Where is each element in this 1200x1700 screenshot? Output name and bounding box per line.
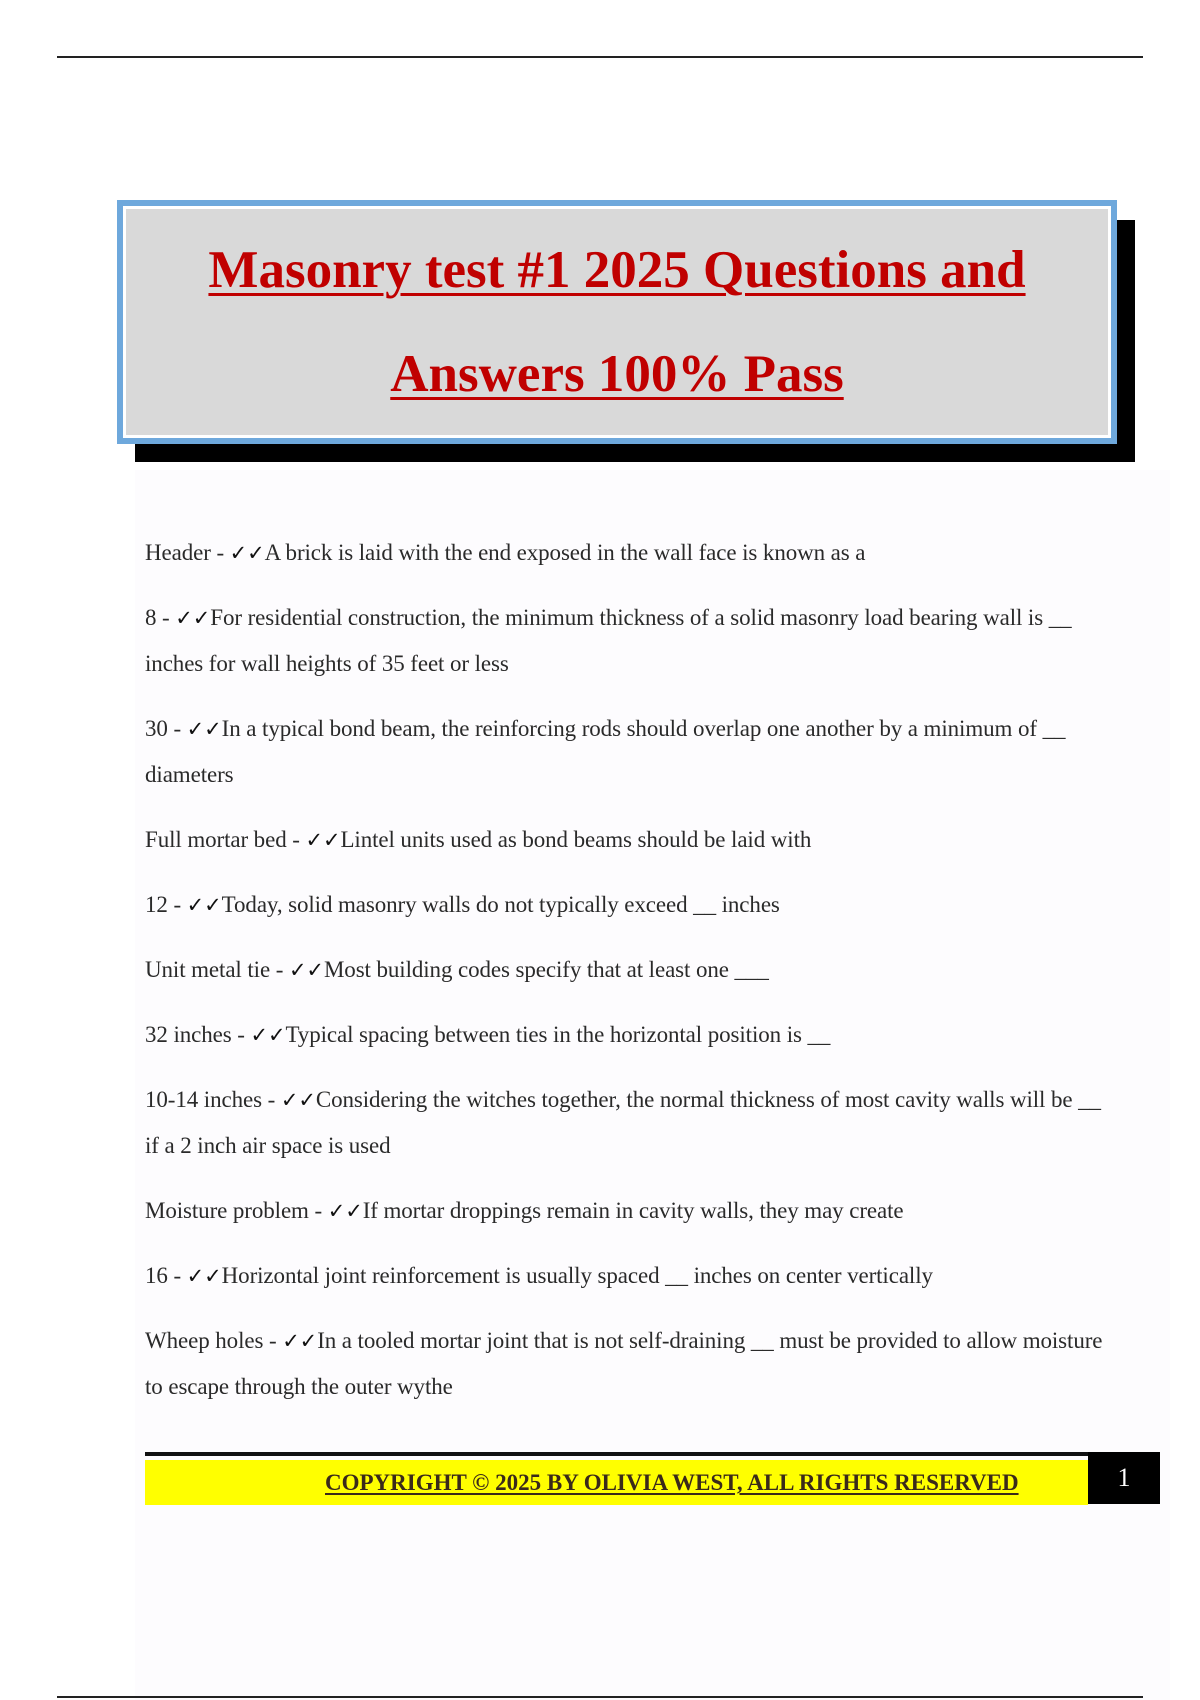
title-box [117, 200, 1117, 444]
double-check-icon: ✓✓ [250, 1023, 286, 1047]
qa-item: 10-14 inches - ✓✓Considering the witches together, the normal thickness of most cavity walls will be __ if a 2 inch air space is used [145, 1087, 1101, 1158]
title-line-2: Answers 100% Pass [390, 345, 844, 403]
qa-question: In a typical bond beam, the reinforcing rods should overlap one another by a minimum of __ diameters [145, 716, 1066, 787]
double-check-icon: ✓✓ [280, 1088, 316, 1112]
qa-question: Horizontal joint reinforcement is usually spaced __ inches on center vertically [221, 1263, 933, 1288]
qa-answer: Unit metal tie [145, 957, 271, 982]
qa-answer: Header [145, 540, 211, 565]
qa-list [145, 530, 1105, 1429]
qa-answer: Full mortar bed [145, 827, 287, 852]
qa-question: A brick is laid with the end exposed in the wall face is known as a [264, 540, 866, 565]
qa-question: Today, solid masonry walls do not typically exceed __ inches [221, 892, 780, 917]
double-check-icon: ✓✓ [175, 606, 211, 630]
qa-answer: 10-14 inches [145, 1087, 262, 1112]
qa-answer: 8 [145, 605, 157, 630]
qa-answer: 16 [145, 1263, 168, 1288]
qa-answer: 30 [145, 716, 168, 741]
copyright-notice: COPYRIGHT © 2025 BY OLIVIA WEST, ALL RIGHTS RESERVED [325, 1470, 1019, 1495]
title-panel [125, 208, 1109, 436]
qa-item: 30 - ✓✓In a typical bond beam, the reinforcing rods should overlap one another by a minimum of __ diameters [145, 716, 1066, 787]
qa-item: 8 - ✓✓For residential construction, the minimum thickness of a solid masonry load bearing wall is __ inches for wall heights of 35 feet or less [145, 605, 1072, 676]
qa-answer: 32 inches [145, 1022, 232, 1047]
qa-question: Typical spacing between ties in the horizontal position is __ [285, 1022, 831, 1047]
qa-item: Moisture problem - ✓✓If mortar droppings remain in cavity walls, they may create [145, 1198, 904, 1223]
qa-answer: 12 [145, 892, 168, 917]
qa-item: Wheep holes - ✓✓In a tooled mortar joint that is not self-draining __ must be provided to allow moisture to escape through the outer wythe [145, 1328, 1103, 1399]
qa-answer: Wheep holes [145, 1328, 264, 1353]
double-check-icon: ✓✓ [288, 958, 324, 982]
double-check-icon: ✓✓ [186, 1264, 222, 1288]
qa-item: Full mortar bed - ✓✓Lintel units used as bond beams should be laid with [145, 827, 812, 852]
qa-item: 12 - ✓✓Today, solid masonry walls do not typically exceed __ inches [145, 892, 780, 917]
bottom-rule [57, 1696, 1143, 1698]
double-check-icon: ✓✓ [229, 541, 265, 565]
qa-item: 32 inches - ✓✓Typical spacing between ties in the horizontal position is __ [145, 1022, 831, 1047]
top-rule [57, 56, 1143, 58]
double-check-icon: ✓✓ [305, 828, 341, 852]
qa-item: 16 - ✓✓Horizontal joint reinforcement is usually spaced __ inches on center vertically [145, 1263, 933, 1288]
footer-rule [145, 1452, 1088, 1456]
page-number: 1 [1088, 1452, 1160, 1504]
double-check-icon: ✓✓ [327, 1199, 363, 1223]
qa-question: If mortar droppings remain in cavity walls, they may create [362, 1198, 904, 1223]
double-check-icon: ✓✓ [186, 717, 222, 741]
qa-answer: Moisture problem [145, 1198, 309, 1223]
double-check-icon: ✓✓ [282, 1329, 318, 1353]
qa-question: Lintel units used as bond beams should be laid with [340, 827, 812, 852]
qa-question: Considering the witches together, the normal thickness of most cavity walls will be __ if a 2 inch air space is used [145, 1087, 1101, 1158]
qa-question: In a tooled mortar joint that is not self-draining __ must be provided to allow moisture to escape through the outer wythe [145, 1328, 1103, 1399]
title-line-1: Masonry test #1 2025 Questions and [208, 241, 1026, 299]
qa-item: Unit metal tie - ✓✓Most building codes specify that at least one ___ [145, 957, 769, 982]
qa-item: Header - ✓✓A brick is laid with the end exposed in the wall face is known as a [145, 540, 866, 565]
qa-question: Most building codes specify that at least one ___ [323, 957, 769, 982]
double-check-icon: ✓✓ [186, 893, 222, 917]
qa-question: For residential construction, the minimum thickness of a solid masonry load bearing wall is __ inches for wall heights of 35 feet or less [145, 605, 1072, 676]
